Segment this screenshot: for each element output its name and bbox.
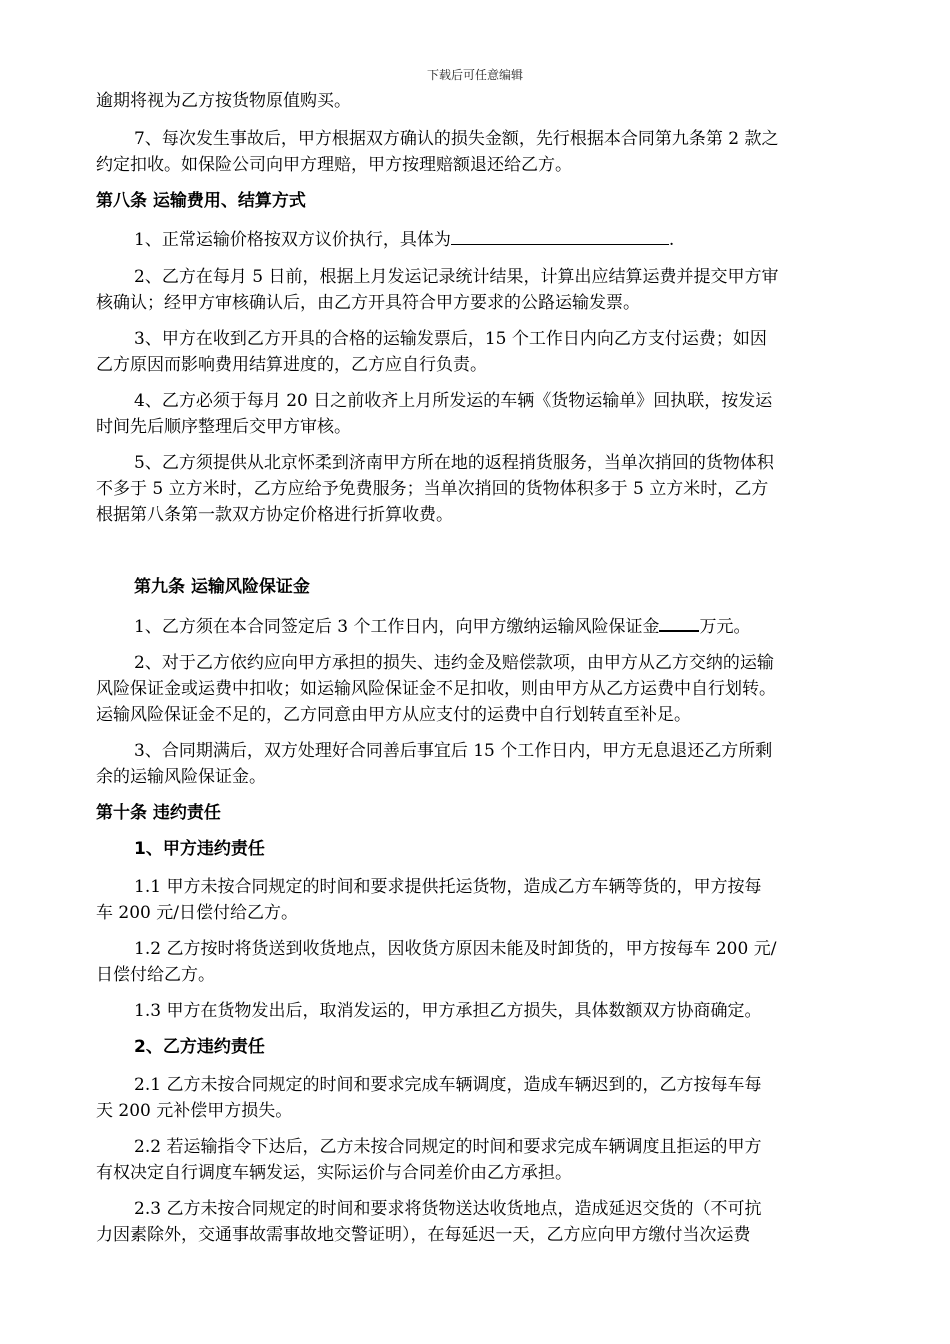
paragraph-line: 2、对于乙方依约应向甲方承担的损失、违约金及赔偿款项，由甲方从乙方交纳的运输 [134,653,774,673]
paragraph-line: 力因素除外，交通事故需事故地交警证明），在每延迟一天，乙方应向甲方缴付当次运费 [96,1225,751,1245]
deposit-clause-text: 1、乙方须在本合同签定后 3 个工作日内，向甲方缴纳运输风险保证金 [134,617,660,637]
paragraph-line: 有权决定自行调度车辆发运，实际运价与合同差价由乙方承担。 [96,1163,572,1183]
price-clause-text: 1、正常运输价格按双方议价执行，具体为 [134,230,451,250]
paragraph-line [134,228,904,251]
paragraph-line: 逾期将视为乙方按货物原值购买。 [96,91,351,111]
deposit-blank [659,614,699,632]
paragraph-line: 1.1 甲方未按合同规定的时间和要求提供托运货物，造成乙方车辆等货的，甲方按每 [134,877,762,897]
paragraph-line: 4、乙方必须于每月 20 日之前收齐上月所发运的车辆《货物运输单》回执联，按发运 [134,391,773,411]
paragraph-line: 余的运输风险保证金。 [96,767,266,787]
paragraph-line: 风险保证金或运费中扣收；如运输风险保证金不足扣收，则由甲方从乙方运费中自行划转。 [96,679,776,699]
section-heading-10: 第十条 违约责任 [96,803,221,823]
paragraph-line: 3、合同期满后，双方处理好合同善后事宜后 15 个工作日内，甲方无息退还乙方所剩 [134,741,773,761]
paragraph-line: 2.3 乙方未按合同规定的时间和要求将货物送达收货地点，造成延迟交货的（不可抗 [134,1199,762,1219]
paragraph-line: 2.2 若运输指令下达后，乙方未按合同规定的时间和要求完成车辆调度且拒运的甲方 [134,1137,762,1157]
paragraph-line: 1.2 乙方按时将货送到收货地点，因收货方原因未能及时卸货的，甲方按每车 200 元/ [134,939,777,959]
paragraph-line: 5、乙方须提供从北京怀柔到济南甲方所在地的返程捎货服务，当单次捎回的货物体积 [134,453,774,473]
subsection-heading-party-b: 2、乙方违约责任 [134,1037,265,1057]
price-blank [451,228,669,245]
paragraph-line: 天 200 元补偿甲方损失。 [96,1101,293,1121]
section-heading-8: 第八条 运输费用、结算方式 [96,191,306,211]
paragraph-line [134,614,904,638]
price-clause-period: . [668,230,675,250]
paragraph-line: 乙方原因而影响费用结算进度的，乙方应自行负责。 [96,355,487,375]
paragraph-line: 7、每次发生事故后，甲方根据双方确认的损失金额，先行根据本合同第九条第 2 款之 [134,129,779,149]
paragraph-line: 时间先后顺序整理后交甲方审核。 [96,417,351,437]
paragraph-line: 不多于 5 立方米时，乙方应给予免费服务；当单次捎回的货物体积多于 5 立方米时，乙方 [96,479,769,499]
subsection-heading-party-a: 1、甲方违约责任 [134,839,265,859]
paragraph-line: 2.1 乙方未按合同规定的时间和要求完成车辆调度，造成车辆迟到的，乙方按每车每 [134,1075,762,1095]
section-heading-9: 第九条 运输风险保证金 [134,577,310,597]
paragraph-line: 1.3 甲方在货物发出后，取消发运的，甲方承担乙方损失，具体数额双方协商确定。 [134,1001,762,1021]
paragraph-line: 2、乙方在每月 5 日前，根据上月发运记录统计结果，计算出应结算运费并提交甲方审 [134,267,779,287]
paragraph-line: 核确认；经甲方审核确认后，由乙方开具符合甲方要求的公路运输发票。 [96,293,640,313]
paragraph-line: 约定扣收。如保险公司向甲方理赔，甲方按理赔额退还给乙方。 [96,155,572,175]
paragraph-line: 3、甲方在收到乙方开具的合格的运输发票后，15 个工作日内向乙方支付运费；如因 [134,329,767,349]
deposit-clause-unit: 万元。 [699,617,751,637]
paragraph-line: 运输风险保证金不足的，乙方同意由甲方从应支付的运费中自行划转直至补足。 [96,705,691,725]
paragraph-line: 车 200 元/日偿付给乙方。 [96,903,298,923]
paragraph-line: 根据第八条第一款双方协定价格进行折算收费。 [96,505,453,525]
paragraph-line: 日偿付给乙方。 [96,965,215,985]
page-header: 下载后可任意编辑 [426,68,523,82]
